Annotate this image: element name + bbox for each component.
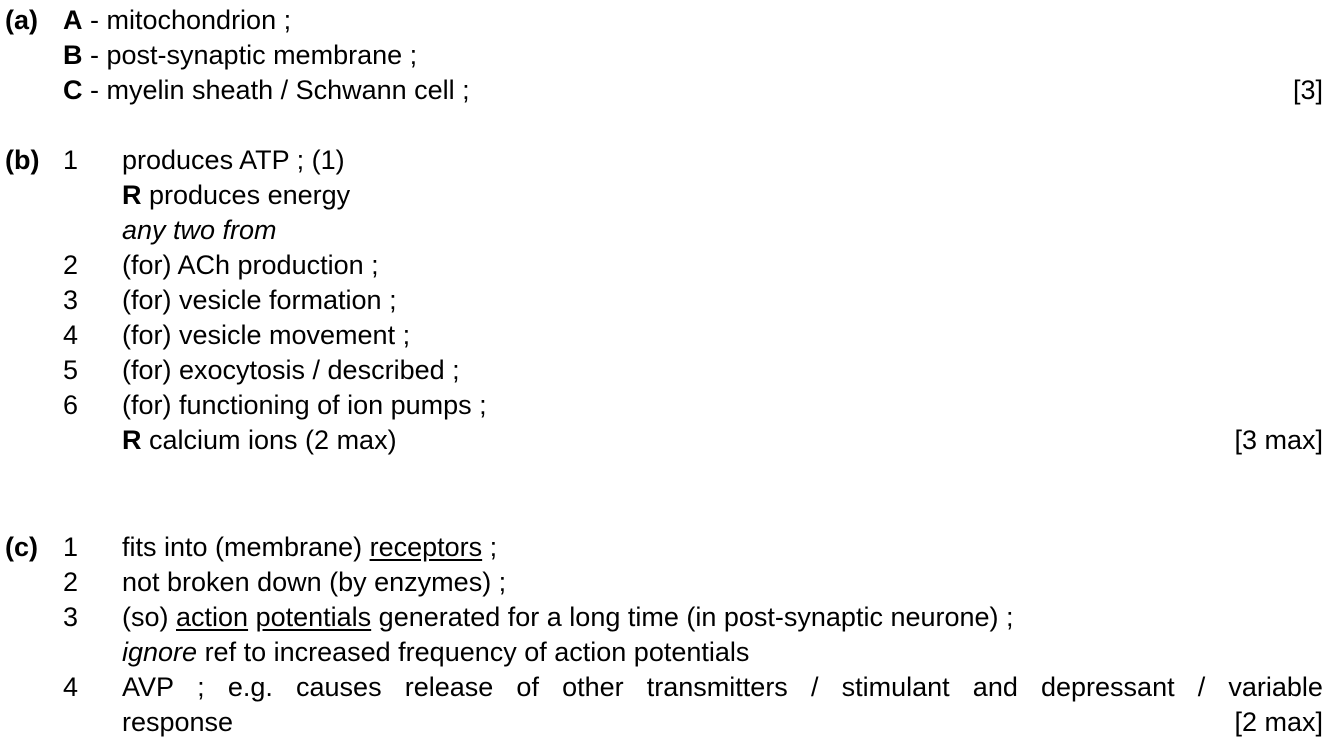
word: /: [810, 672, 819, 702]
part-b-point-6: [0, 388, 1335, 423]
word: transmitters: [646, 672, 788, 702]
part-a-label: (a): [5, 5, 38, 35]
point-text: (so) action potentials generated for a long time (in post-synaptic neurone) ;: [122, 602, 1014, 632]
part-a-line-3: [0, 73, 1335, 108]
point-number: 4: [63, 672, 79, 702]
point-number: 1: [63, 145, 79, 175]
point-text: (for) functioning of ion pumps ;: [122, 390, 487, 420]
part-c-label: (c): [5, 532, 38, 562]
word: depressant: [1041, 672, 1175, 702]
part-a-mark: [3]: [1292, 75, 1323, 105]
point-text-justified: [122, 670, 1323, 705]
part-c-point-1: [0, 530, 1335, 565]
part-c-ignore: [0, 635, 1335, 670]
part-a-line-1: [0, 3, 1335, 38]
point-text: response: [122, 707, 234, 737]
part-c-point-4: [0, 670, 1335, 705]
point-text: (for) exocytosis / described ;: [122, 355, 460, 385]
point-number: 6: [63, 390, 79, 420]
point-number: 3: [63, 285, 79, 315]
part-c-point-4-cont: [0, 705, 1335, 740]
word: stimulant: [841, 672, 950, 702]
part-a-answer-c: C - myelin sheath / Schwann cell ;: [63, 75, 470, 105]
point-number: 2: [63, 250, 79, 280]
part-a-line-2: [0, 38, 1335, 73]
part-b-point-1: [0, 143, 1335, 178]
point-number: 4: [63, 320, 79, 350]
point-text: produces ATP ; (1): [122, 145, 345, 175]
point-text: not broken down (by enzymes) ;: [122, 567, 507, 597]
part-b-label: (b): [5, 145, 40, 175]
any-two-note: any two from: [122, 215, 277, 245]
word: e.g.: [227, 672, 273, 702]
word: causes: [296, 672, 382, 702]
point-text: (for) ACh production ;: [122, 250, 379, 280]
point-number: 3: [63, 602, 79, 632]
word: and: [972, 672, 1018, 702]
word: of: [516, 672, 539, 702]
word: /: [1197, 672, 1206, 702]
part-b-reject-2: [0, 423, 1335, 458]
reject-note: R calcium ions (2 max): [122, 425, 397, 455]
point-number: 1: [63, 532, 79, 562]
part-c-point-3: [0, 600, 1335, 635]
word: variable: [1228, 672, 1323, 702]
part-b-any-two: [0, 213, 1335, 248]
point-text: (for) vesicle formation ;: [122, 285, 397, 315]
part-b-mark: [3 max]: [1234, 425, 1323, 455]
point-number: 2: [63, 567, 79, 597]
point-number: 5: [63, 355, 79, 385]
part-b-point-4: [0, 318, 1335, 353]
word: AVP: [122, 672, 175, 702]
ignore-note: ignore ref to increased frequency of action potentials: [122, 637, 750, 667]
reject-note: R produces energy: [122, 180, 351, 210]
word: release: [404, 672, 494, 702]
part-b-point-3: [0, 283, 1335, 318]
point-text: (for) vesicle movement ;: [122, 320, 411, 350]
part-b-reject-1: [0, 178, 1335, 213]
part-c-mark: [2 max]: [1234, 707, 1323, 737]
point-text: fits into (membrane) receptors ;: [122, 532, 498, 562]
part-c-point-2: [0, 565, 1335, 600]
part-a-answer-b: B - post-synaptic membrane ;: [63, 40, 418, 70]
part-b-point-2: [0, 248, 1335, 283]
part-a-answer-a: A - mitochondrion ;: [63, 5, 292, 35]
part-b-point-5: [0, 353, 1335, 388]
word: other: [562, 672, 624, 702]
word: ;: [197, 672, 205, 702]
